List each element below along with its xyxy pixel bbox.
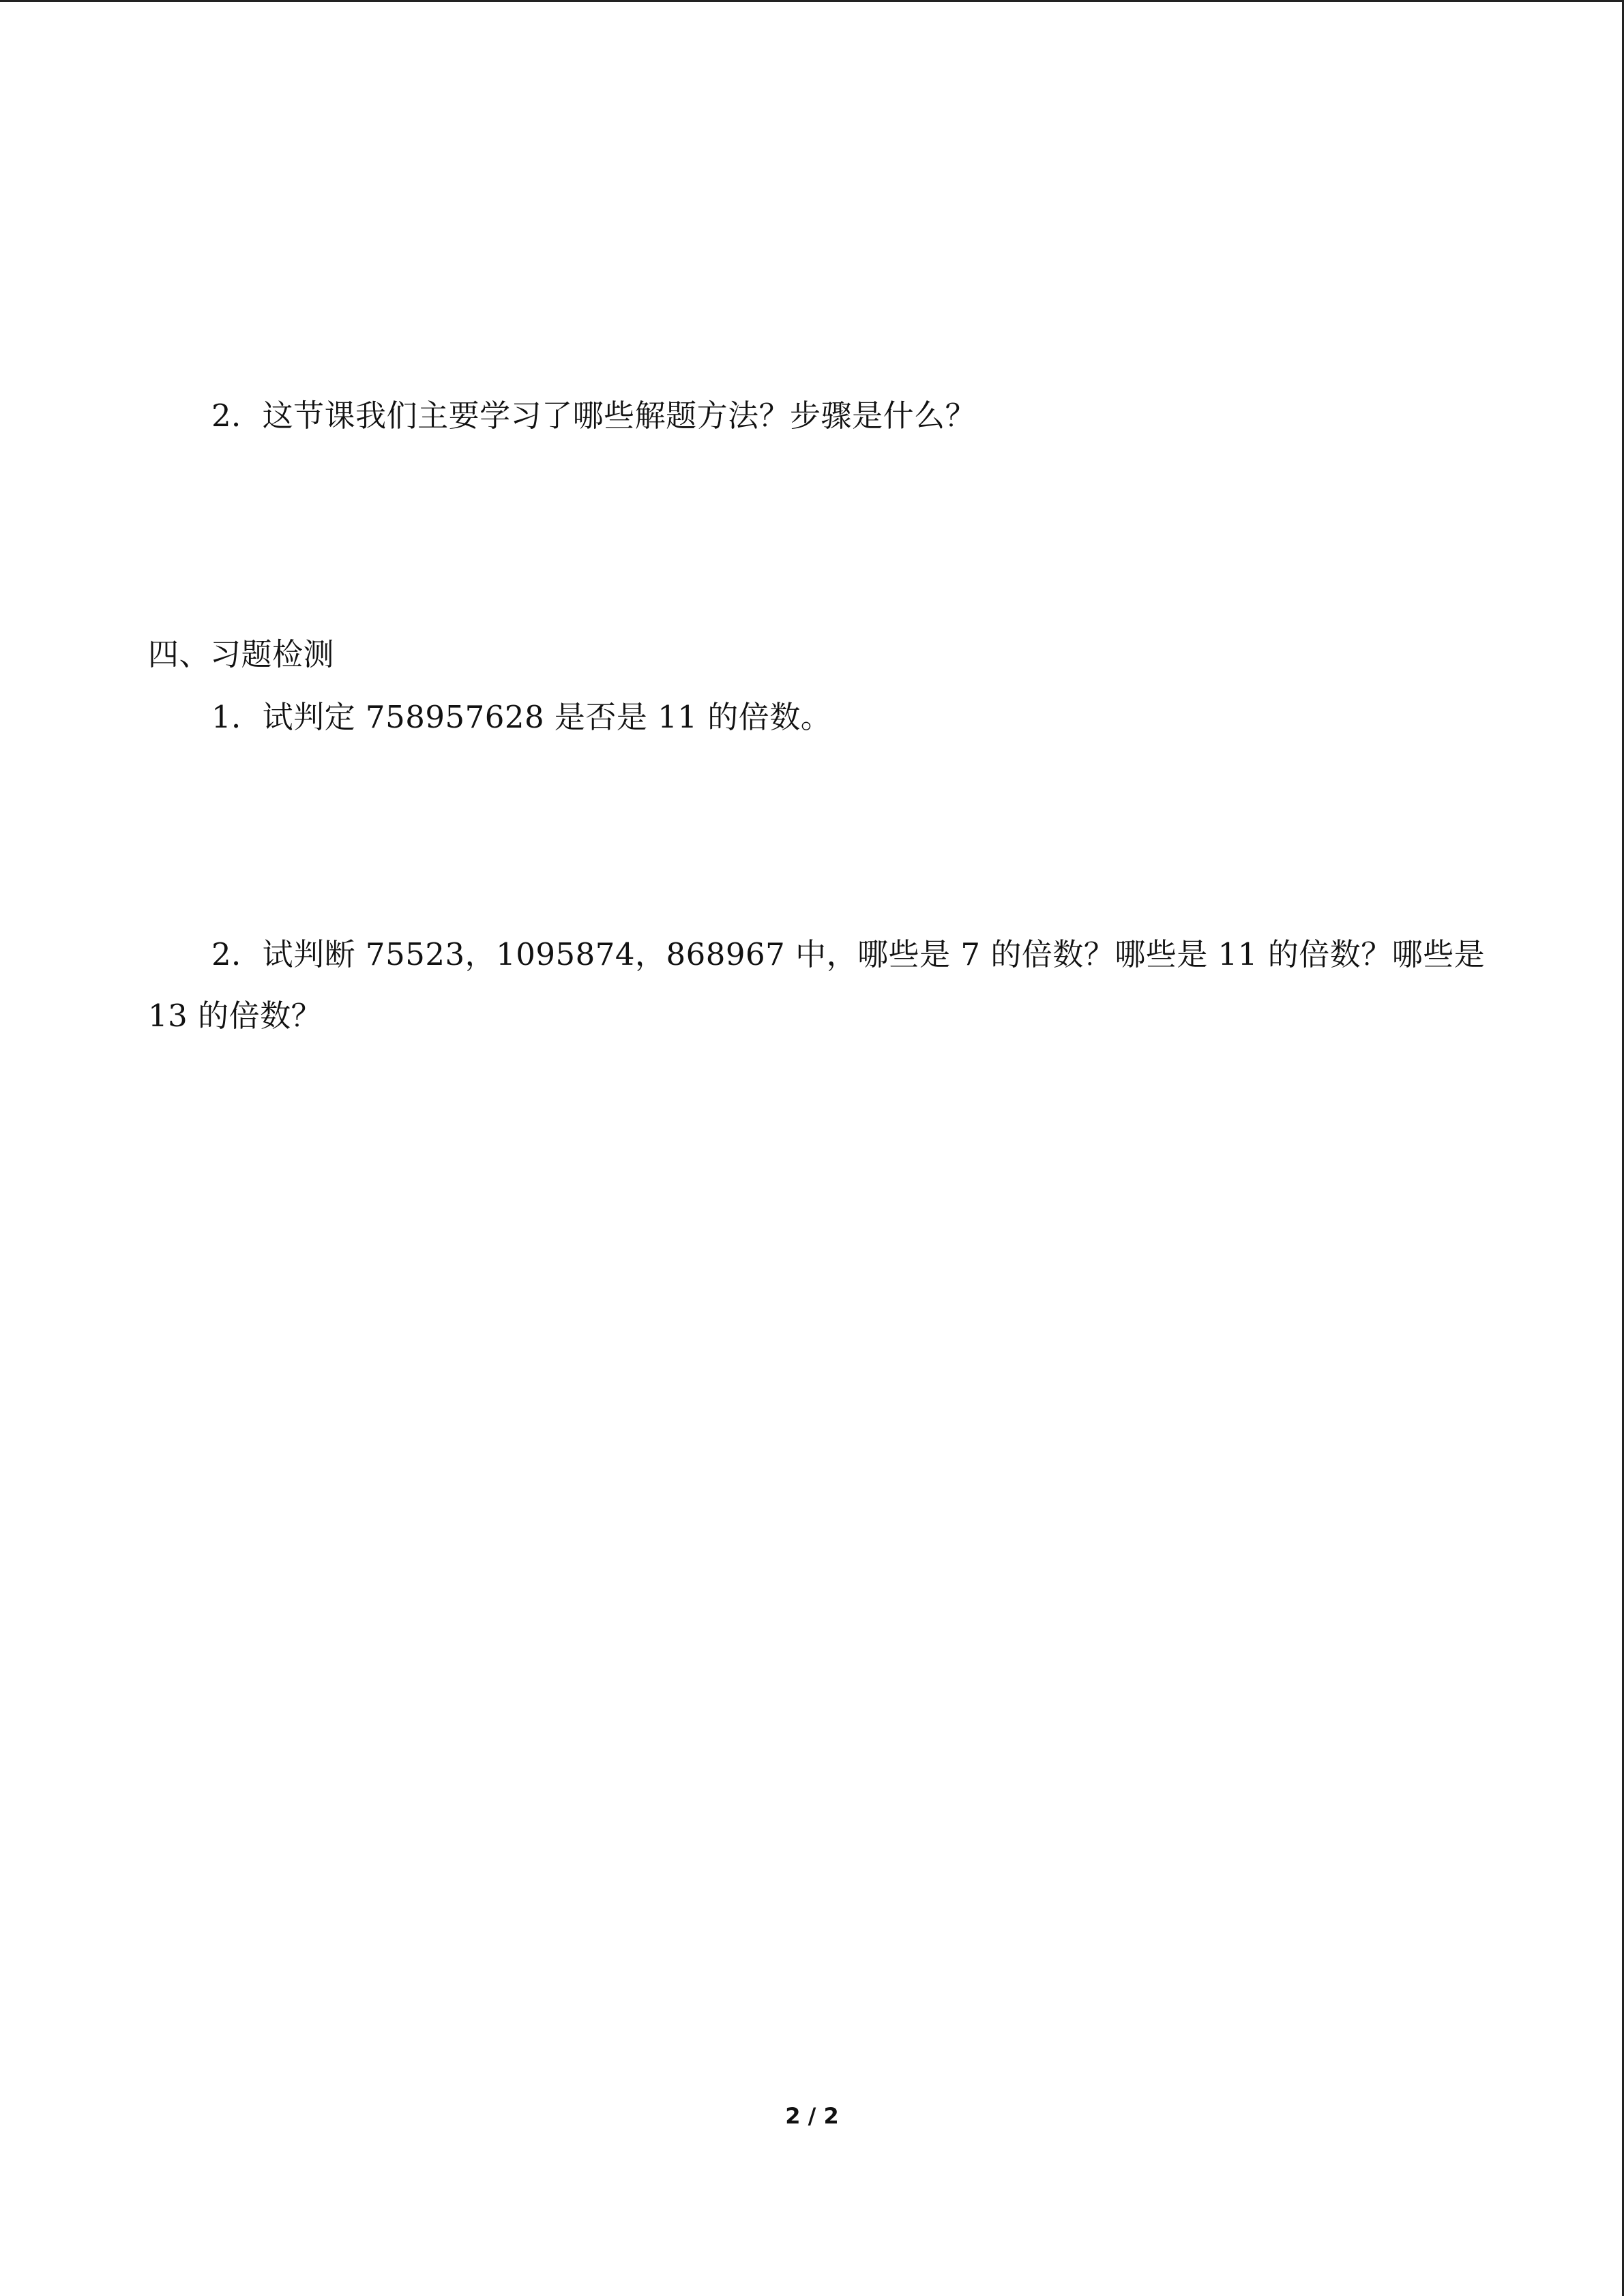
section-heading-exercises: 四、习题检测 [148, 636, 335, 672]
page-number: 2 / 2 [785, 2103, 839, 2129]
review-question-2: 2．这节课我们主要学习了哪些解题方法？步骤是什么？ [211, 398, 977, 434]
exercise-question-1: 1．试判定 758957628 是否是 11 的倍数。 [211, 699, 832, 735]
exercise-question-2-line-2: 13 的倍数？ [148, 998, 323, 1034]
page-border-top [0, 0, 1624, 2]
exercise-question-2-line-1: 2．试判断 75523，1095874，868967 中，哪些是 7 的倍数？哪些是 11 的倍数？哪些是 [211, 936, 1486, 972]
